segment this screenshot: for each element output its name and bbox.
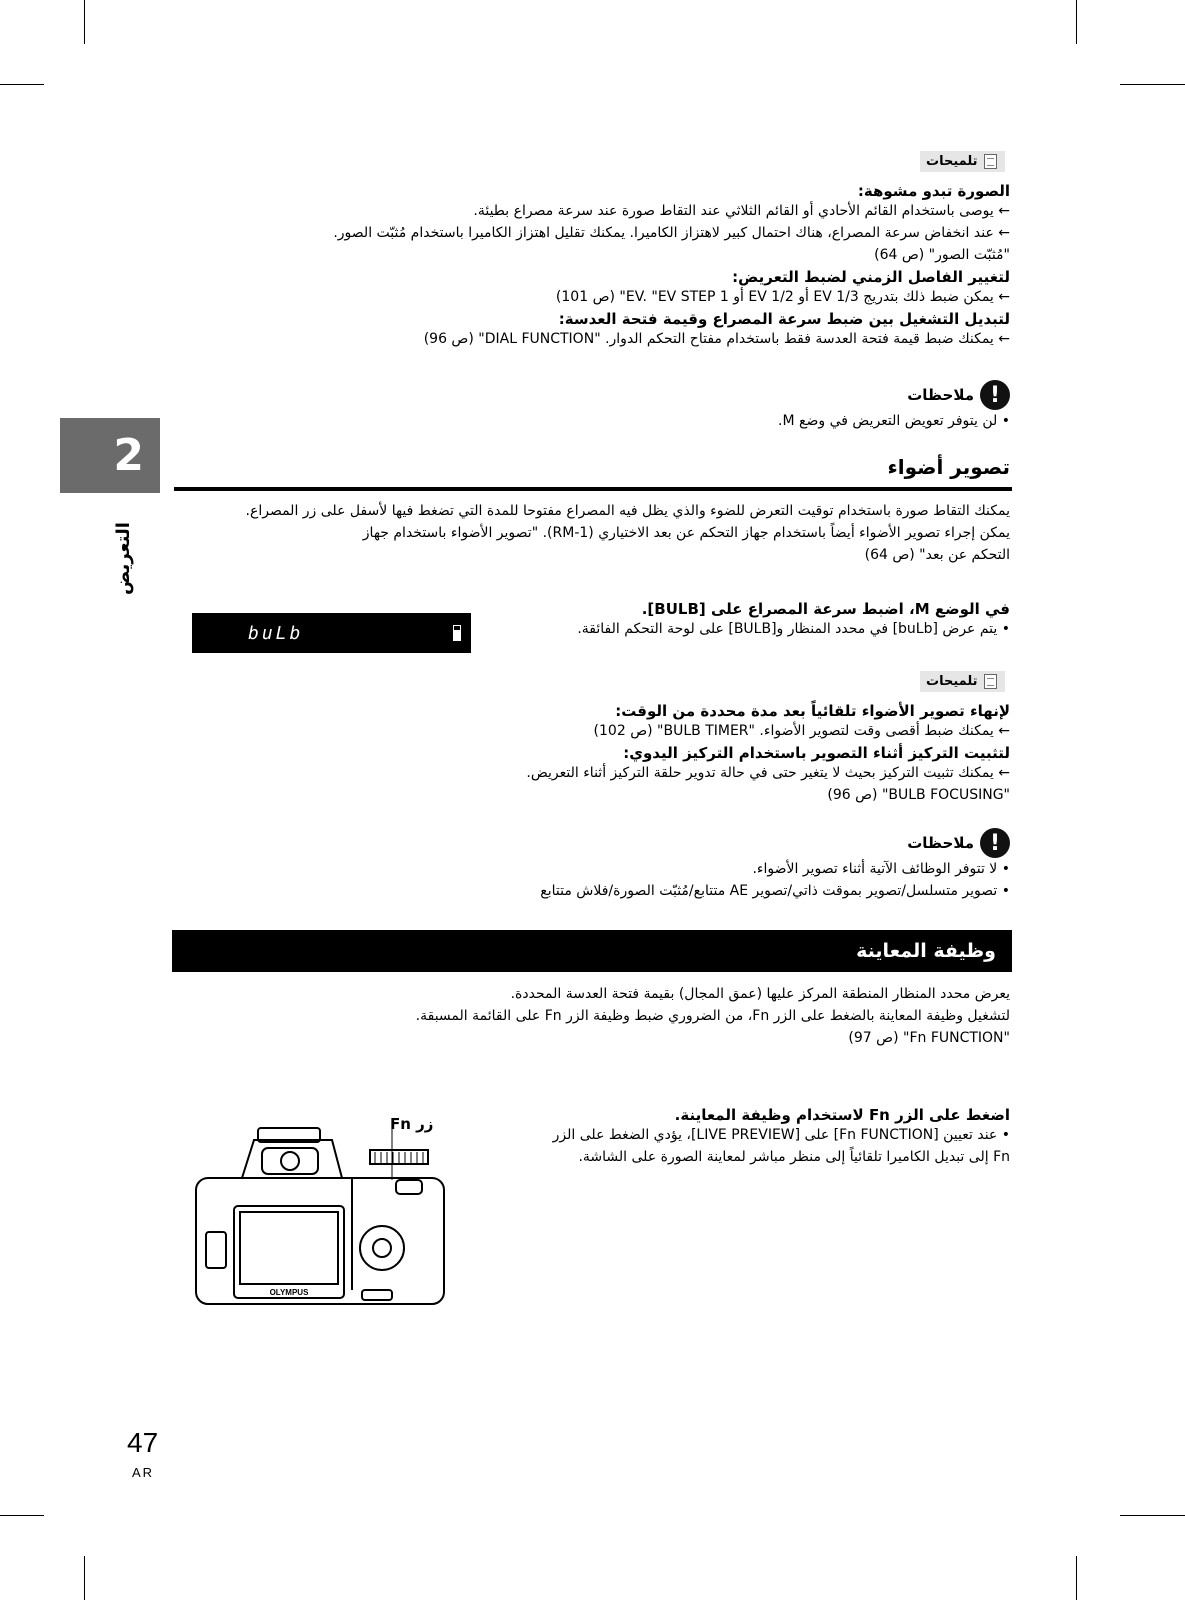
- page-language: AR: [132, 1465, 155, 1480]
- camera-back-illustration: [192, 1120, 452, 1310]
- step-heading: اضغط على الزر Fn لاستخدام وظيفة المعاينة.: [674, 1106, 1010, 1124]
- step-heading: في الوضع M، اضبط سرعة المصراع على [BULB].: [641, 600, 1010, 618]
- fn-button-callout: زر Fn: [390, 1115, 434, 1133]
- crop-mark: [1120, 84, 1185, 85]
- memo-icon: [984, 674, 997, 689]
- step-line: Fn إلى تبديل الكاميرا تلقائياً إلى منظر مباشر لمعاينة الصورة على الشاشة.: [578, 1149, 1010, 1165]
- tip-line: ← يمكن ضبط ذلك بتدريج 1/3 EV أو 1/2 EV أو 1 EV. "EV STEP" (ص 101): [555, 289, 1010, 305]
- tip-line: ← يمكنك ضبط أقصى وقت لتصوير الأضواء. "BULB TIMER" (ص 102): [593, 723, 1010, 739]
- page-number: 47: [127, 1427, 159, 1458]
- tip-heading: لتثبيت التركيز أثناء التصوير باستخدام التركيز اليدوي:: [623, 744, 1010, 762]
- caution-label: ملاحظات: [907, 834, 974, 852]
- viewfinder-lcd: [192, 613, 471, 653]
- paragraph-line: يمكن إجراء تصوير الأضواء أيضاً باستخدام جهاز التحكم عن بعد الاختياري (RM-1). "تصوير الأضواء باستخدام جهاز: [362, 525, 1010, 541]
- tip-heading: لإنهاء تصوير الأضواء تلقائياً بعد مدة محددة من الوقت:: [615, 702, 1010, 720]
- caution-line: • لا تتوفر الوظائف الآتية أثناء تصوير الأضواء.: [752, 861, 1010, 877]
- paragraph-line: يمكنك التقاط صورة باستخدام توقيت التعرض للضوء والذي يظل فيه المصراع مفتوحا للمدة التي تضغط فيها لأسفل على زر المصراع.: [245, 503, 1010, 519]
- chapter-number: 2: [113, 430, 144, 481]
- tip-heading: الصورة تبدو مشوهة:: [857, 182, 1010, 200]
- chapter-tab: [60, 418, 160, 493]
- camera-brand-text: OLYMPUS: [269, 1288, 309, 1297]
- caution-block-1: [310, 380, 1010, 432]
- bulb-steps: [470, 600, 1010, 640]
- crop-mark: [1076, 1556, 1077, 1600]
- caution-label: ملاحظات: [907, 386, 974, 404]
- exclamation-icon: !: [980, 380, 1010, 410]
- tips-label: [920, 151, 1005, 172]
- fn-steps: [470, 1106, 1010, 1168]
- lcd-text: buLb: [248, 622, 304, 644]
- tip-line: ← يمكنك تثبيت التركيز بحيث لا يتغير حتى في حالة تدوير حلقة التركيز أثناء التعريض.: [526, 765, 1010, 781]
- tips-label-text: تلميحات: [926, 674, 978, 689]
- tips-label: [920, 671, 1005, 692]
- section-banner: [172, 930, 1012, 972]
- crop-mark: [0, 84, 44, 85]
- tip-heading: لتبديل التشغيل بين ضبط سرعة المصراع وقيمة فتحة العدسة:: [558, 310, 1010, 328]
- tip-heading: لتغيير الفاصل الزمني لضبط التعريض:: [732, 268, 1010, 286]
- caution-header: [310, 380, 1010, 410]
- step-line: • يتم عرض [buLb] في محدد المنظار و[BULB] على لوحة التحكم الفائقة.: [577, 621, 1010, 637]
- section-title: تصوير أضواء: [887, 455, 1010, 479]
- paragraph-line: يعرض محدد المنظار المنطقة المركز عليها (عمق المجال) بقيمة فتحة العدسة المحددة.: [510, 986, 1010, 1002]
- caution-line: • لن يتوفر تعويض التعريض في وضع M.: [778, 413, 1010, 429]
- tip-line: ← يمكنك ضبط قيمة فتحة العدسة فقط باستخدام مفتاح التحكم الدوار. "DIAL FUNCTION" (ص 96): [423, 331, 1010, 347]
- crop-mark: [84, 1556, 85, 1600]
- bulb-intro: [130, 500, 1010, 566]
- paragraph-reference: "Fn FUNCTION" (ص 97): [848, 1030, 1010, 1046]
- tip-line: ← عند انخفاض سرعة المصراع، هناك احتمال كبير لاهتزاز الكاميرا. يمكنك تقليل اهتزاز الكاميرا باستخدام مُثبّت الصور.: [333, 225, 1010, 241]
- exclamation-icon: !: [980, 828, 1010, 858]
- tips-block-2: [160, 702, 1010, 806]
- tip-reference: "مُثبّت الصور" (ص 64): [874, 247, 1010, 263]
- tips-block-1: [160, 182, 1010, 350]
- fn-intro: [150, 983, 1010, 1049]
- memo-icon: [984, 154, 997, 169]
- caution-header: [310, 828, 1010, 858]
- section-rule: [174, 487, 1012, 491]
- tips-label-text: تلميحات: [926, 154, 978, 169]
- crop-mark: [84, 0, 85, 44]
- crop-mark: [0, 1515, 44, 1516]
- crop-mark: [1120, 1515, 1185, 1516]
- crop-mark: [1076, 0, 1077, 44]
- tip-reference: "BULB FOCUSING" (ص 96): [827, 787, 1010, 803]
- tip-line: ← يوصى باستخدام القائم الأحادي أو القائم الثلاثي عند التقاط صورة عند سرعة مصراع بطيئة.: [473, 203, 1010, 219]
- caution-line: • تصوير متسلسل/تصوير بموقت ذاتي/تصوير AE متتابع/مُثبّت الصورة/فلاش متتابع: [540, 883, 1010, 899]
- paragraph-line: التحكم عن بعد" (ص 64): [864, 547, 1010, 563]
- step-line: • عند تعيين [Fn FUNCTION] على [LIVE PREVIEW]، يؤدي الضغط على الزر: [552, 1127, 1010, 1143]
- caution-block-2: [310, 828, 1010, 902]
- paragraph-line: لتشغيل وظيفة المعاينة بالضغط على الزر Fn، من الضروري ضبط وظيفة الزر Fn على القائمة المسبقة.: [415, 1008, 1010, 1024]
- battery-icon: [453, 625, 461, 641]
- section-title: وظيفة المعاينة: [856, 940, 996, 962]
- chapter-label-text: التعريض: [113, 522, 134, 595]
